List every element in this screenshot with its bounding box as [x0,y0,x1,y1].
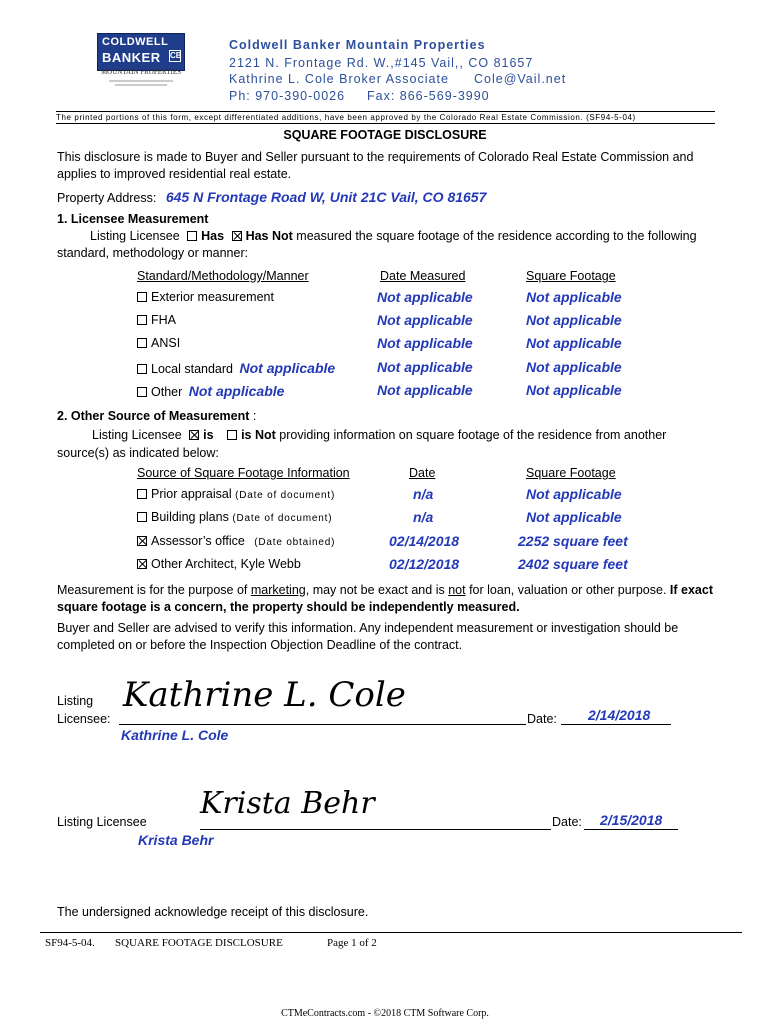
has-not-checkbox[interactable] [232,231,242,241]
method-checkbox[interactable] [137,292,147,302]
sig1-date-line [561,724,671,725]
acknowledge-text: The undersigned acknowledge receipt of this disclosure. [57,905,369,919]
footer-rule [40,932,742,933]
logo-line1: COLDWELL [102,36,169,48]
sig1-label2: Licensee: [57,712,111,726]
measurement-not: not [448,583,466,597]
footer-copyright: CTMeContracts.com - ©2018 CTM Software Corp. [281,1008,489,1019]
is-not-label: is Not [241,428,276,442]
broker-name: Kathrine L. Cole Broker Associate [229,72,449,86]
method-checkbox[interactable] [137,364,147,374]
method-sqft: Not applicable [526,382,622,398]
section2-colon: : [252,409,257,423]
section2-line2: source(s) as indicated below: [57,446,219,460]
section2-rest: providing information on square footage of the residence from another [279,428,667,442]
section1-line2: standard, methodology or manner: [57,246,249,260]
page-title: SQUARE FOOTAGE DISCLOSURE [283,128,487,142]
method-sqft: Not applicable [526,359,622,375]
source-checkbox[interactable] [137,489,147,499]
footer-form-title: SQUARE FOOTAGE DISCLOSURE [115,937,283,949]
method-row [137,290,274,304]
sig2-date-label: Date: [552,815,582,829]
section1-rest: measured the square footage of the residence according to the following [296,229,697,243]
source-row [137,510,332,524]
source-note: (Date of document) [235,490,336,501]
sig2-line [200,829,551,830]
method-label: Local standard [151,362,234,376]
section2-line [92,428,666,442]
footer-form-id: SF94-5-04. [45,937,95,949]
source-date: n/a [413,509,434,525]
sig2-date: 2/15/2018 [600,812,663,828]
method-row [137,360,335,376]
method-sqft: Not applicable [526,289,622,305]
method-row [137,383,284,399]
company-name: Coldwell Banker Mountain Properties [229,38,486,52]
method-checkbox[interactable] [137,338,147,348]
section2-prefix: Listing Licensee [92,428,182,442]
section1-heading: 1. Licensee Measurement [57,212,209,226]
source-note: (Date of document) [232,513,333,524]
property-address-value: 645 N Frontage Road W, Unit 21C Vail, CO 81657 [165,189,487,205]
col-method-header: Standard/Methodology/Manner [137,269,309,283]
source-label: Building plans [151,510,229,524]
measurement-text1: Measurement is for the purpose of [57,583,248,597]
sig1-line [119,724,526,725]
section2-heading: 2. Other Source of Measurement [57,409,250,423]
sig1-label1: Listing [57,694,94,708]
source-checkbox[interactable] [137,536,147,546]
has-checkbox[interactable] [187,231,197,241]
property-address-row [57,189,486,205]
logo-tagline-graphic [97,78,185,88]
source-note: (Date obtained) [254,537,336,548]
source-label: Assessor’s office [151,534,245,548]
col-sqft2-header: Square Footage [526,466,616,480]
signature-krista: Krista Behr [200,786,375,821]
broker-email[interactable]: Cole@Vail.net [474,72,567,86]
source-date: n/a [413,486,434,502]
method-extra: Not applicable [188,383,285,399]
method-row [137,313,176,327]
method-row [137,336,180,350]
method-date: Not applicable [377,359,473,375]
is-label: is [203,428,214,442]
method-date: Not applicable [377,312,473,328]
source-row [137,487,335,501]
source-sqft: Not applicable [526,486,622,502]
method-label: Other [151,385,183,399]
source-date: 02/12/2018 [389,556,460,572]
sig2-label: Listing Licensee [57,815,147,829]
method-label: Exterior measurement [151,290,274,304]
method-date: Not applicable [377,335,473,351]
logo-line2: BANKER [102,50,161,65]
method-sqft: Not applicable [526,312,622,328]
fax-number: Fax: 866-569-3990 [367,89,490,103]
signature-kathrine: Kathrine L. Cole [123,675,406,715]
sig1-date: 2/14/2018 [588,707,651,723]
sig2-printed-name: Krista Behr [138,832,214,848]
company-logo [97,33,185,71]
source-label: Other Architect, Kyle Webb [151,557,301,571]
method-sqft: Not applicable [526,335,622,351]
measurement-text3: for loan, valuation or other purpose. [469,583,667,597]
intro-line2: applies to improved residential real estate. [57,167,292,181]
source-sqft: Not applicable [526,509,622,525]
has-not-label: Has Not [245,229,293,243]
is-not-checkbox[interactable] [227,430,237,440]
measurement-line2: square footage is a concern, the property should be independently measured. [57,600,520,614]
sig1-printed-name: Kathrine L. Cole [121,727,229,743]
method-date: Not applicable [377,382,473,398]
section1-line [90,229,697,243]
intro-line1: This disclosure is made to Buyer and Seller pursuant to the requirements of Colorado Real Estate Commission and [57,150,694,164]
method-label: ANSI [151,336,181,350]
has-label: Has [201,229,225,243]
col-date-header: Date [409,466,436,480]
footer-page-number: Page 1 of 2 [327,937,377,949]
source-date: 02/14/2018 [389,533,460,549]
logo-mark-icon: CB [170,51,182,60]
company-address: 2121 N. Frontage Rd. W.,#145 Vail,, CO 81657 [229,56,534,70]
is-checkbox[interactable] [189,430,199,440]
col-sqft-header: Square Footage [526,269,616,283]
source-label: Prior appraisal [151,487,232,501]
source-checkbox[interactable] [137,559,147,569]
method-label: FHA [151,313,176,327]
phone-number: Ph: 970-390-0026 [229,89,346,103]
source-checkbox[interactable] [137,512,147,522]
source-sqft: 2252 square feet [518,533,628,549]
section1-prefix: Listing Licensee [90,229,180,243]
property-address-label: Property Address: [57,191,157,205]
measurement-bold1: If exact [669,583,714,597]
source-row [137,557,301,571]
sig1-date-label: Date: [527,712,557,726]
logo-subtitle: MOUNTAIN PROPERTIES [100,68,182,76]
source-row [137,534,335,548]
measurement-line1 [57,583,713,597]
section2-heading-row [57,409,256,423]
advise-line2: completed on or before the Inspection Objection Deadline of the contract. [57,638,463,652]
method-checkbox[interactable] [137,387,147,397]
col-source-header: Source of Square Footage Information [137,466,350,480]
source-sqft: 2402 square feet [518,556,628,572]
advise-line1: Buyer and Seller are advised to verify this information. Any independent measurement or investigation should be [57,621,679,635]
approval-notice: The printed portions of this form, except differentiated additions, have been approved by the Colorado Real Estate Commission. (SF94-5-04) [56,111,715,124]
method-date: Not applicable [377,289,473,305]
sig2-date-line [584,829,678,830]
method-extra: Not applicable [239,360,336,376]
method-checkbox[interactable] [137,315,147,325]
measurement-text2: , may not be exact and is [305,583,445,597]
col-date-measured-header: Date Measured [380,269,466,283]
measurement-marketing: marketing [250,583,306,597]
